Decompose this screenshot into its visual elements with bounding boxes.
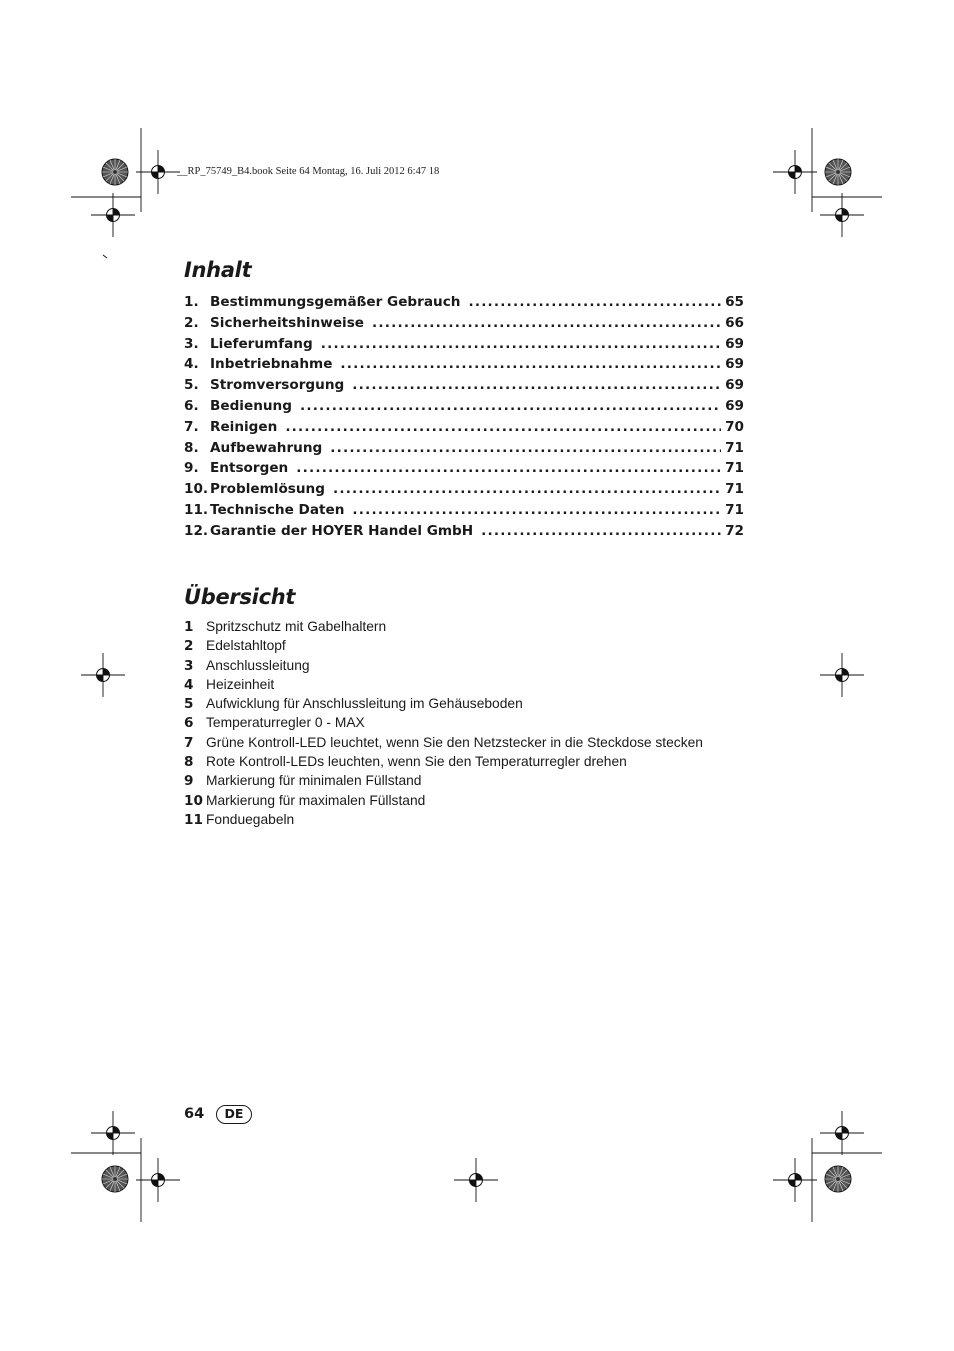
overview-item: [184, 793, 703, 812]
overview-item-text: Markierung für maximalen Füllstand: [206, 792, 426, 808]
toc-entry-number: 5.: [184, 377, 199, 394]
toc-entry-number: 7.: [184, 418, 199, 435]
overview-item: [184, 773, 703, 792]
toc-entry: [184, 523, 744, 544]
toc-entry-number: 3.: [184, 335, 199, 352]
toc-entry: [184, 398, 744, 419]
toc-entry-title: Aufbewahrung: [210, 439, 323, 456]
toc-entry-number: 6.: [184, 397, 199, 414]
toc-entry: [184, 377, 744, 398]
toc-leader-dots: [352, 377, 721, 393]
overview-item: [184, 619, 703, 638]
toc-entry-page: 70: [725, 418, 744, 435]
toc-entry-page: 66: [725, 314, 744, 331]
toc-entry-number: 1.: [184, 294, 199, 310]
page-number: 64: [184, 1106, 205, 1122]
overview-item-number: 5: [184, 696, 194, 713]
overview-item: [184, 715, 703, 734]
toc-entry-title: Inbetriebnahme: [210, 356, 333, 373]
overview-item: [184, 812, 703, 831]
toc-heading: Inhalt: [184, 258, 252, 282]
overview-item: [184, 754, 703, 773]
toc-entry-number: 11.: [184, 501, 209, 518]
toc-entry: [184, 440, 744, 461]
toc-leader-dots: [321, 336, 721, 352]
language-badge: DE: [216, 1105, 252, 1124]
toc-entry-number: 12.: [184, 522, 209, 539]
toc-entry-title: Entsorgen: [210, 460, 289, 477]
overview-item-number: 10: [184, 792, 203, 809]
toc-entry-page: 65: [725, 294, 744, 310]
overview-item-text: Rote Kontroll-LEDs leuchten, wenn Sie den Temperaturregler drehen: [206, 754, 627, 770]
overview-item-number: 11: [184, 811, 203, 828]
toc-entry-title: Problemlösung: [210, 481, 325, 498]
print-header: __RP_75749_B4.book Seite 64 Montag, 16. Juli 2012 6:47 18: [177, 166, 440, 177]
toc-entry-title: Reinigen: [210, 418, 278, 435]
toc-entry-title: Sicherheitshinweise: [210, 314, 365, 331]
toc-entry: [184, 336, 744, 357]
toc-entry: [184, 481, 744, 502]
toc-leader-dots: [330, 440, 721, 456]
toc-entry-title: Lieferumfang: [210, 335, 313, 352]
toc-entry-page: 71: [725, 481, 744, 498]
overview-item-text: Markierung für minimalen Füllstand: [206, 773, 422, 789]
toc-entry-page: 69: [725, 397, 744, 414]
toc-entry-title: Garantie der HOYER Handel GmbH: [210, 522, 474, 539]
toc-entry-number: 9.: [184, 460, 199, 477]
toc-entry-title: Bestimmungsgemäßer Gebrauch: [210, 294, 461, 310]
overview-item-text: Grüne Kontroll-LED leuchtet, wenn Sie den Netzstecker in die Steckdose stecken: [206, 734, 703, 750]
toc-leader-dots: [296, 460, 721, 476]
toc-leader-dots: [340, 356, 721, 372]
toc-leader-dots: [352, 502, 721, 518]
toc-entry-page: 69: [725, 335, 744, 352]
toc-entry-page: 71: [725, 439, 744, 456]
overview-heading: Übersicht: [184, 585, 296, 609]
toc-entry-title: Technische Daten: [210, 501, 345, 518]
toc-leader-dots: [285, 419, 721, 435]
overview-item-number: 1: [184, 619, 194, 635]
toc-entry: [184, 502, 744, 523]
toc-leader-dots: [300, 398, 721, 414]
overview-item-number: 9: [184, 773, 194, 790]
toc-entry-page: 69: [725, 377, 744, 394]
toc-entry-page: 71: [725, 501, 744, 518]
toc-entry: [184, 294, 744, 315]
overview-item-text: Fonduegabeln: [206, 811, 295, 827]
toc-entry-page: 69: [725, 356, 744, 373]
toc-entry-number: 10.: [184, 481, 209, 498]
overview-list: [184, 619, 703, 831]
toc-entry-title: Bedienung: [210, 397, 292, 414]
overview-item-text: Heizeinheit: [206, 676, 275, 692]
toc-entry-page: 71: [725, 460, 744, 477]
toc-entry: [184, 460, 744, 481]
toc-entry-number: 4.: [184, 356, 199, 373]
toc-entry-page: 72: [725, 522, 744, 539]
toc-leader-dots: [372, 315, 721, 331]
overview-item-text: Aufwicklung für Anschlussleitung im Gehäuseboden: [206, 696, 523, 712]
toc-leader-dots: [468, 294, 721, 310]
toc-leader-dots: [333, 481, 721, 497]
overview-item: [184, 658, 703, 677]
overview-item-number: 3: [184, 657, 194, 674]
overview-item-text: Edelstahltopf: [206, 638, 286, 654]
overview-item-text: Anschlussleitung: [206, 657, 310, 673]
toc-entry: [184, 356, 744, 377]
overview-item-number: 8: [184, 754, 194, 771]
toc-entry-number: 8.: [184, 439, 199, 456]
overview-item: [184, 638, 703, 657]
toc-entry-number: 2.: [184, 314, 199, 331]
toc-entry: [184, 419, 744, 440]
overview-item: [184, 696, 703, 715]
overview-item-text: Temperaturregler 0 - MAX: [206, 715, 365, 731]
toc-entry-title: Stromversorgung: [210, 377, 345, 394]
table-of-contents: [184, 294, 744, 544]
toc-leader-dots: [481, 523, 721, 539]
overview-item-text: Spritzschutz mit Gabelhaltern: [206, 619, 387, 634]
overview-item-number: 4: [184, 676, 194, 693]
overview-item-number: 7: [184, 734, 194, 751]
overview-item: [184, 677, 703, 696]
overview-item: [184, 735, 703, 754]
overview-item-number: 6: [184, 715, 194, 732]
toc-entry: [184, 315, 744, 336]
overview-item-number: 2: [184, 638, 194, 655]
